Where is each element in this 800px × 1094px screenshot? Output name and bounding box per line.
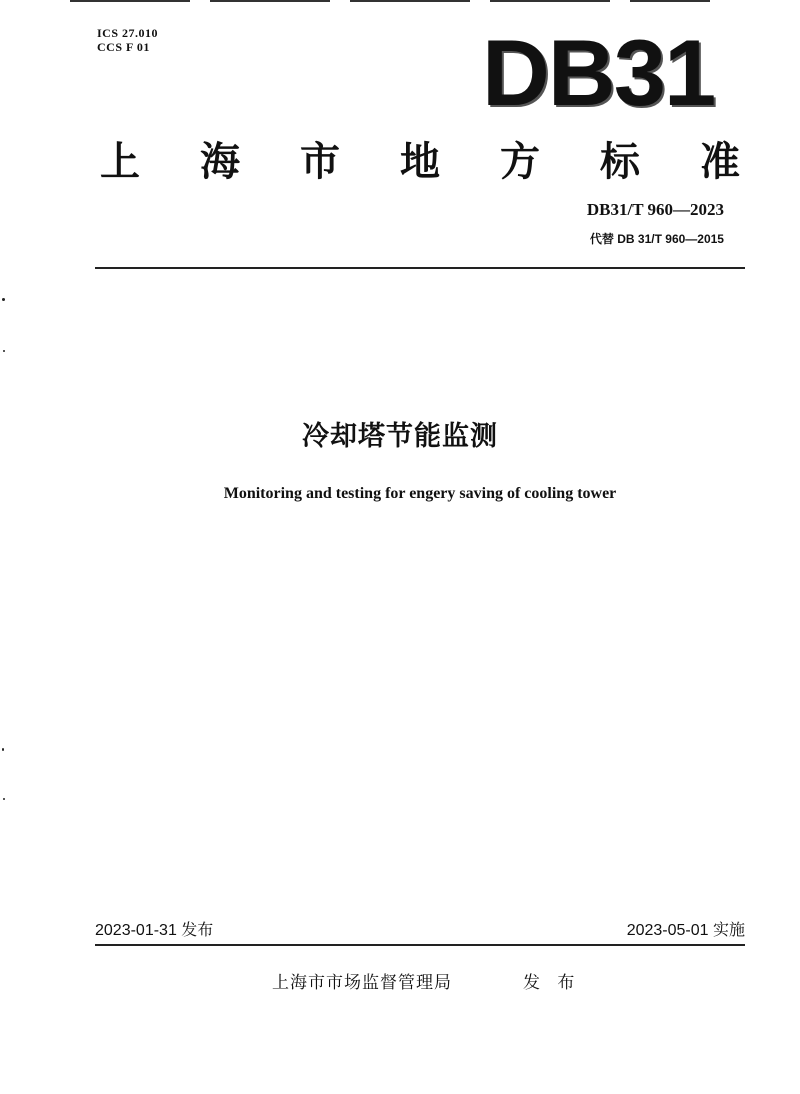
- standard-type-char: 市: [300, 138, 340, 185]
- header-divider: [95, 267, 745, 269]
- standard-type-char: 方: [500, 138, 540, 185]
- issue-date: 2023-01-31 发布: [95, 922, 214, 939]
- replaces-standard: 代替 DB 31/T 960—2015: [589, 232, 724, 246]
- standard-type-char: 地: [400, 138, 440, 185]
- db31-logo: [482, 20, 715, 125]
- standard-number: DB31/T 960—2023: [586, 200, 724, 219]
- classification-codes: [97, 26, 158, 54]
- scan-speck: [3, 350, 5, 352]
- publish-label: 发 布: [523, 973, 581, 993]
- db31-logo-text: DB31: [482, 20, 715, 125]
- scan-speck: [2, 298, 5, 301]
- standard-type-char: 标: [600, 138, 640, 185]
- document-title-english: Monitoring and testing for engery saving of cooling tower: [223, 485, 617, 502]
- footer-divider: [95, 944, 745, 946]
- implementation-date: 2023-05-01 实施: [626, 922, 745, 939]
- standard-type-char: 海: [200, 138, 240, 185]
- scan-speck: [2, 748, 4, 751]
- standard-type-heading: [100, 137, 740, 187]
- top-border-rule: [70, 0, 710, 2]
- document-title-chinese: 冷却塔节能监测: [302, 421, 498, 452]
- ccs-code: CCS F 01: [97, 40, 150, 54]
- ics-code: ICS 27.010: [97, 26, 159, 40]
- publisher-name: 上海市市场监督管理局: [272, 973, 452, 993]
- scan-speck: [3, 798, 5, 800]
- standard-type-char: 准: [700, 138, 740, 185]
- standard-type-char: 上: [100, 138, 140, 185]
